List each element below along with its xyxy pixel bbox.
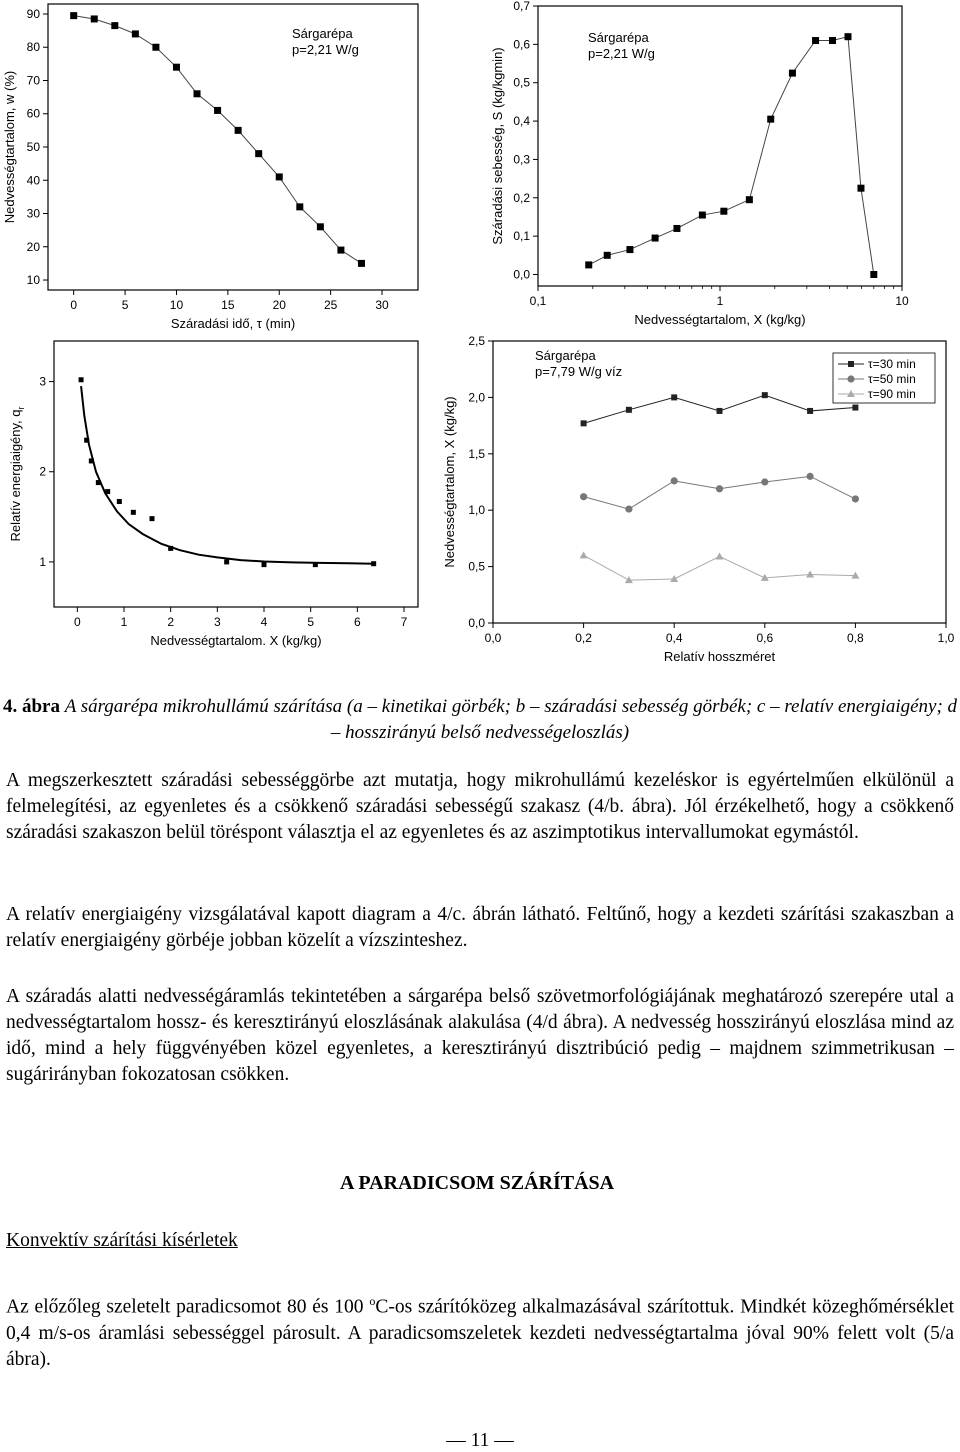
data-point <box>806 570 814 577</box>
y-tick-label: 70 <box>26 73 40 88</box>
data-point <box>673 225 680 232</box>
data-point <box>337 247 344 254</box>
data-point <box>194 90 201 97</box>
data-point <box>717 408 723 414</box>
final-text-before: Az előzőleg szeletelt paradicsomot 80 és 100 <box>6 1296 370 1318</box>
y-axis-label-sub: r <box>16 406 26 410</box>
y-tick-label: 2,5 <box>468 335 485 348</box>
data-point <box>371 561 376 566</box>
y-tick-label: 0,5 <box>513 75 530 90</box>
y-tick-label: 0,3 <box>513 152 530 167</box>
data-point <box>276 173 283 180</box>
x-tick-label: 30 <box>375 298 389 312</box>
y-tick-label: 3 <box>39 374 46 389</box>
legend-marker <box>847 375 854 382</box>
x-axis-label: Nedvességtartalom, X (kg/kg) <box>634 312 806 327</box>
data-point <box>767 116 774 123</box>
data-point <box>117 499 122 504</box>
data-point <box>296 203 303 210</box>
y-tick-label: 0,4 <box>513 114 530 129</box>
x-tick-label: 0,4 <box>665 631 683 645</box>
y-tick-label: 0,0 <box>468 616 485 630</box>
data-point <box>807 408 813 414</box>
x-tick-label: 2 <box>167 615 175 629</box>
y-tick-label: 0,5 <box>468 559 485 574</box>
data-point <box>152 44 159 51</box>
data-point <box>844 33 851 40</box>
data-point <box>255 150 262 157</box>
data-point <box>716 552 724 559</box>
data-point <box>235 127 242 134</box>
y-tick-label: 0,2 <box>513 190 530 205</box>
data-point <box>313 562 318 567</box>
final-text-after: C-os szárítóközeg alkalmazásával szárítottuk. Mindkét közeghőmérséklet 0,4 m/s-os áramlási sebességgel párosult. A paradicsomszeletek kezdeti nedvességtartalma jóval 90% felett volt (5/a ábra). <box>6 1296 954 1370</box>
chart-annotation: p=7,79 W/g víz <box>535 364 623 379</box>
plot-frame <box>48 4 418 290</box>
x-tick-label: 6 <box>353 615 361 629</box>
y-tick-label: 40 <box>26 173 40 188</box>
data-point <box>262 562 267 567</box>
data-point <box>789 70 796 77</box>
paragraph-final <box>6 1288 954 1373</box>
data-point <box>829 37 836 44</box>
data-point <box>761 478 768 485</box>
y-tick-label: 1 <box>39 554 46 569</box>
y-tick-label: 2 <box>39 464 46 479</box>
data-point <box>852 405 858 411</box>
paragraph-3: A száradás alatti nedvességáramlás tekintetében a sárgarépa belső szövetmorfológiájának meghatározó szerepére utal a nedvességtartalom hossz- és keresztirányú eloszlásának alakulása (4/d ábra). A nedvesség hosszirányú eloszlása mind az idő, mind a hely függvényében közel egyenletes, a keresztirányú disztribúció pedig – majdnem szimmetrikusan – sugárirányban fokozatosan csökken. <box>6 986 954 1085</box>
x-tick-label: 7 <box>400 615 408 629</box>
y-tick-label: 0,0 <box>513 267 530 282</box>
x-tick-label: 0,0 <box>484 631 502 645</box>
data-point <box>79 377 84 382</box>
chart-b-drying-rate <box>440 0 960 335</box>
degree-sup: o <box>369 1294 376 1308</box>
x-tick-label: 10 <box>169 298 184 312</box>
chart-annotation: Sárgarépa <box>292 26 353 41</box>
y-tick-label: 1,0 <box>468 503 485 518</box>
data-point <box>716 485 723 492</box>
y-tick-label: 80 <box>26 40 40 55</box>
data-point <box>671 394 677 400</box>
legend-marker <box>848 361 854 367</box>
data-point <box>214 107 221 114</box>
data-point <box>626 246 633 253</box>
x-axis-label: Száradási idő, τ (min) <box>170 316 296 331</box>
paragraph-1: A megszerkesztett száradási sebességgörbe azt mutatja, hogy mikrohullámú kezeléskor is egyértelműen elkülönül a felmelegítési, az egyenletes és a csökkenő száradási sebességű szakasz (4/b. ábra). Jól érzékelhető, hogy a csökkenő száradási szakaszon belül töréspont választja el az egyenletes és az aszimptotikus intervallumokat egymástól. <box>6 770 954 843</box>
y-tick-label: 0,7 <box>513 0 530 13</box>
plot-frame <box>54 341 418 607</box>
chart-annotation: p=2,21 W/g <box>588 46 655 61</box>
data-point <box>625 505 632 512</box>
data-point <box>699 212 706 219</box>
data-point <box>173 64 180 71</box>
y-tick-label: 20 <box>26 239 40 254</box>
x-tick-label: 0,2 <box>575 631 592 645</box>
y-axis-label: Száradási sebesség, S (kg/kgmin) <box>490 47 505 245</box>
chart-d-moisture-distribution <box>440 335 960 675</box>
data-point <box>358 260 365 267</box>
chart-annotation: p=2,21 W/g <box>292 42 359 57</box>
legend-label: τ=50 min <box>868 372 916 386</box>
data-point <box>852 495 859 502</box>
data-point <box>111 22 118 29</box>
data-point <box>762 392 768 398</box>
data-point <box>224 559 229 564</box>
caption-text: A sárgarépa mikrohullámú szárítása (a – kinetikai görbék; b – száradási sebesség görbék; c – relatív energiaigény; d – hosszirányú belső nedvességeloszlás) <box>64 696 958 743</box>
chart-annotation: Sárgarépa <box>535 348 596 363</box>
y-axis-label: Nedvességtartalom, X (kg/kg) <box>442 396 457 568</box>
chart-a-kinetic <box>0 0 430 335</box>
rate-curve <box>589 37 874 275</box>
data-point <box>812 37 819 44</box>
y-tick-label: 60 <box>26 106 40 121</box>
data-point <box>720 208 727 215</box>
y-tick-label: 2,0 <box>468 390 485 405</box>
x-tick-label: 25 <box>323 298 338 312</box>
x-tick-label: 0 <box>73 615 81 629</box>
legend-label: τ=90 min <box>868 387 916 401</box>
fit-curve <box>81 386 374 564</box>
y-tick-label: 90 <box>26 6 40 21</box>
data-point <box>105 489 110 494</box>
caption-lead: 4. ábra <box>2 696 60 717</box>
data-point <box>870 271 877 278</box>
data-point <box>807 473 814 480</box>
data-point <box>132 30 139 37</box>
x-tick-label: 10 <box>895 294 909 308</box>
data-point <box>585 261 592 268</box>
x-tick-label: 0 <box>70 298 78 312</box>
x-tick-label: 1 <box>716 294 724 308</box>
data-point <box>671 477 678 484</box>
x-tick-label: 0,8 <box>847 631 864 645</box>
x-tick-label: 5 <box>121 298 129 312</box>
data-point <box>131 510 136 515</box>
x-tick-label: 0,1 <box>529 294 547 308</box>
chart-annotation: Sárgarépa <box>588 30 649 45</box>
chart-c-energy <box>0 335 430 665</box>
data-point <box>670 575 678 582</box>
legend-label: τ=30 min <box>868 357 916 371</box>
data-point <box>84 438 89 443</box>
data-point <box>580 493 587 500</box>
x-tick-label: 5 <box>307 615 315 629</box>
x-tick-label: 15 <box>221 298 235 312</box>
data-point <box>150 516 155 521</box>
x-tick-label: 20 <box>272 298 286 312</box>
data-point <box>89 458 94 463</box>
data-point <box>96 480 101 485</box>
subsection-title: Konvektív szárítási kísérletek <box>6 1230 238 1251</box>
data-point <box>626 407 632 413</box>
y-tick-label: 10 <box>26 273 40 288</box>
paragraph-2: A relatív energiaigény vizsgálatával kapott diagram a 4/c. ábrán látható. Feltűnő, hogy a kezdeti szárítási szakaszban a relatív energiaigény görbéje jobban közelít a vízszinteshez. <box>6 904 954 951</box>
series-line <box>584 476 856 509</box>
x-tick-label: 1 <box>120 615 128 629</box>
x-tick-label: 3 <box>213 615 221 629</box>
data-point <box>70 12 77 19</box>
data-point <box>746 196 753 203</box>
figure-caption <box>0 694 960 746</box>
y-axis-label: Relatív energiaigény, $q_r$ <box>8 406 26 542</box>
data-point <box>604 252 611 259</box>
section-title: A PARADICSOM SZÁRÍTÁSA <box>340 1172 615 1194</box>
x-tick-label: 4 <box>260 615 268 629</box>
data-point <box>581 420 587 426</box>
data-point <box>91 15 98 22</box>
data-point <box>317 223 324 230</box>
x-axis-label: Relatív hosszméret <box>663 649 776 664</box>
x-tick-label: 0,6 <box>756 631 774 645</box>
data-point <box>168 546 173 551</box>
y-tick-label: 50 <box>26 140 40 154</box>
x-axis-label: Nedvességtartalom. X (kg/kg) <box>150 633 322 648</box>
page-number: — 11 — <box>446 1430 514 1451</box>
data-point <box>857 185 864 192</box>
data-point <box>580 551 588 558</box>
x-tick-label: 1,0 <box>937 631 955 645</box>
y-tick-label: 1,5 <box>468 446 485 461</box>
y-tick-label: 30 <box>26 206 40 221</box>
y-tick-label: 0,1 <box>513 229 530 244</box>
y-tick-label: 0,6 <box>513 37 530 52</box>
y-axis-label: Nedvességtartalom, w (%) <box>2 70 17 224</box>
data-point <box>652 235 659 242</box>
